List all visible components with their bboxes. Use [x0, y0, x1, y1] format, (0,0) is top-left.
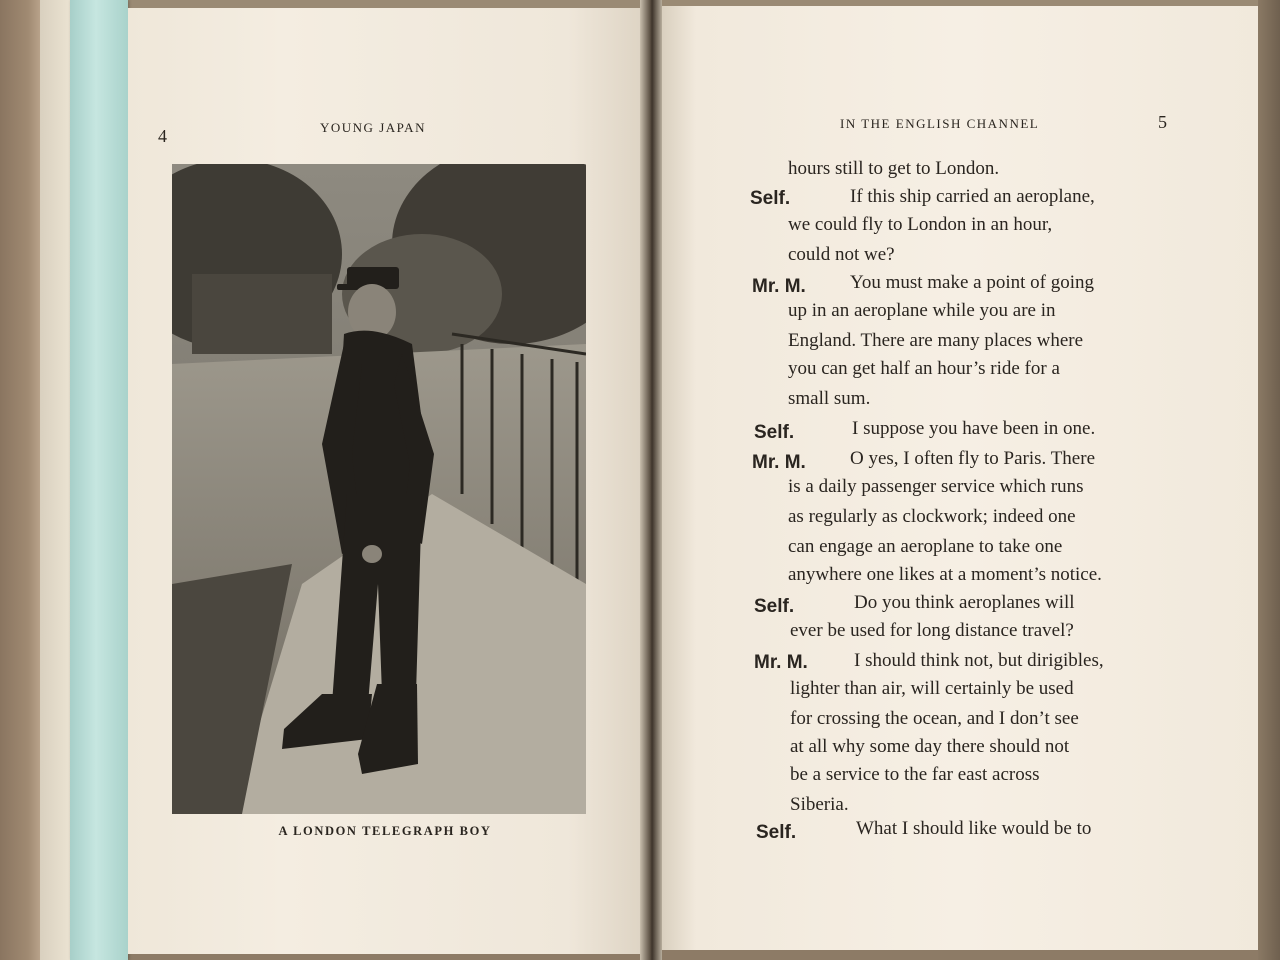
speaker-label: Mr. M. [752, 452, 806, 473]
text-line: you can get half an hour’s ride for a [788, 358, 1060, 379]
page-edges [40, 0, 72, 960]
left-running-head: YOUNG JAPAN [320, 120, 426, 135]
figure-caption: A LONDON TELEGRAPH BOY [278, 824, 492, 838]
text-line: we could fly to London in an hour, [788, 214, 1053, 235]
text-line: ever be used for long distance travel? [790, 620, 1074, 641]
text-line: could not we? [788, 244, 895, 265]
telegraph-boy-photo [172, 164, 586, 814]
text-line: for crossing the ocean, and I don’t see [790, 708, 1079, 729]
cover-board [0, 0, 40, 960]
speaker-label: Self. [756, 822, 797, 843]
speaker-label: Mr. M. [754, 652, 808, 673]
text-line: I suppose you have been in one. [852, 418, 1096, 439]
text-line: You must make a point of going [850, 272, 1095, 293]
text-line: small sum. [788, 388, 871, 409]
speaker-label: Self. [750, 188, 791, 209]
text-line: I should think not, but dirigibles, [854, 650, 1104, 671]
text-line: be a service to the far east across [790, 764, 1040, 785]
text-line: is a daily passenger service which runs [788, 476, 1084, 497]
bookmark-ribbon [70, 0, 128, 960]
speaker-label: Self. [754, 596, 795, 617]
text-line: can engage an aeroplane to take one [788, 536, 1063, 557]
text-line: What I should like would be to [856, 818, 1092, 839]
text-line: up in an aeroplane while you are in [788, 300, 1056, 321]
photo-illustration [172, 164, 586, 814]
speaker-label: Mr. M. [752, 276, 806, 297]
text-line: anywhere one likes at a moment’s notice. [788, 564, 1102, 585]
cover-edge-right [1258, 0, 1280, 960]
text-line: as regularly as clockwork; indeed one [788, 506, 1076, 527]
speaker-label: Self. [754, 422, 795, 443]
text-line: hours still to get to London. [788, 158, 1000, 179]
left-page-number: 4 [158, 126, 167, 146]
text-line: If this ship carried an aeroplane, [850, 186, 1095, 207]
text-line: at all why some day there should not [790, 736, 1070, 757]
text-line: Siberia. [790, 794, 849, 815]
book-gutter [640, 0, 662, 960]
right-running-head: IN THE ENGLISH CHANNEL [840, 116, 1040, 131]
text-line: Do you think aeroplanes will [854, 592, 1075, 613]
right-page-number: 5 [1158, 112, 1167, 132]
text-line: lighter than air, will certainly be used [790, 678, 1074, 699]
text-line: O yes, I often fly to Paris. There [850, 448, 1096, 469]
text-line: England. There are many places where [788, 330, 1084, 351]
